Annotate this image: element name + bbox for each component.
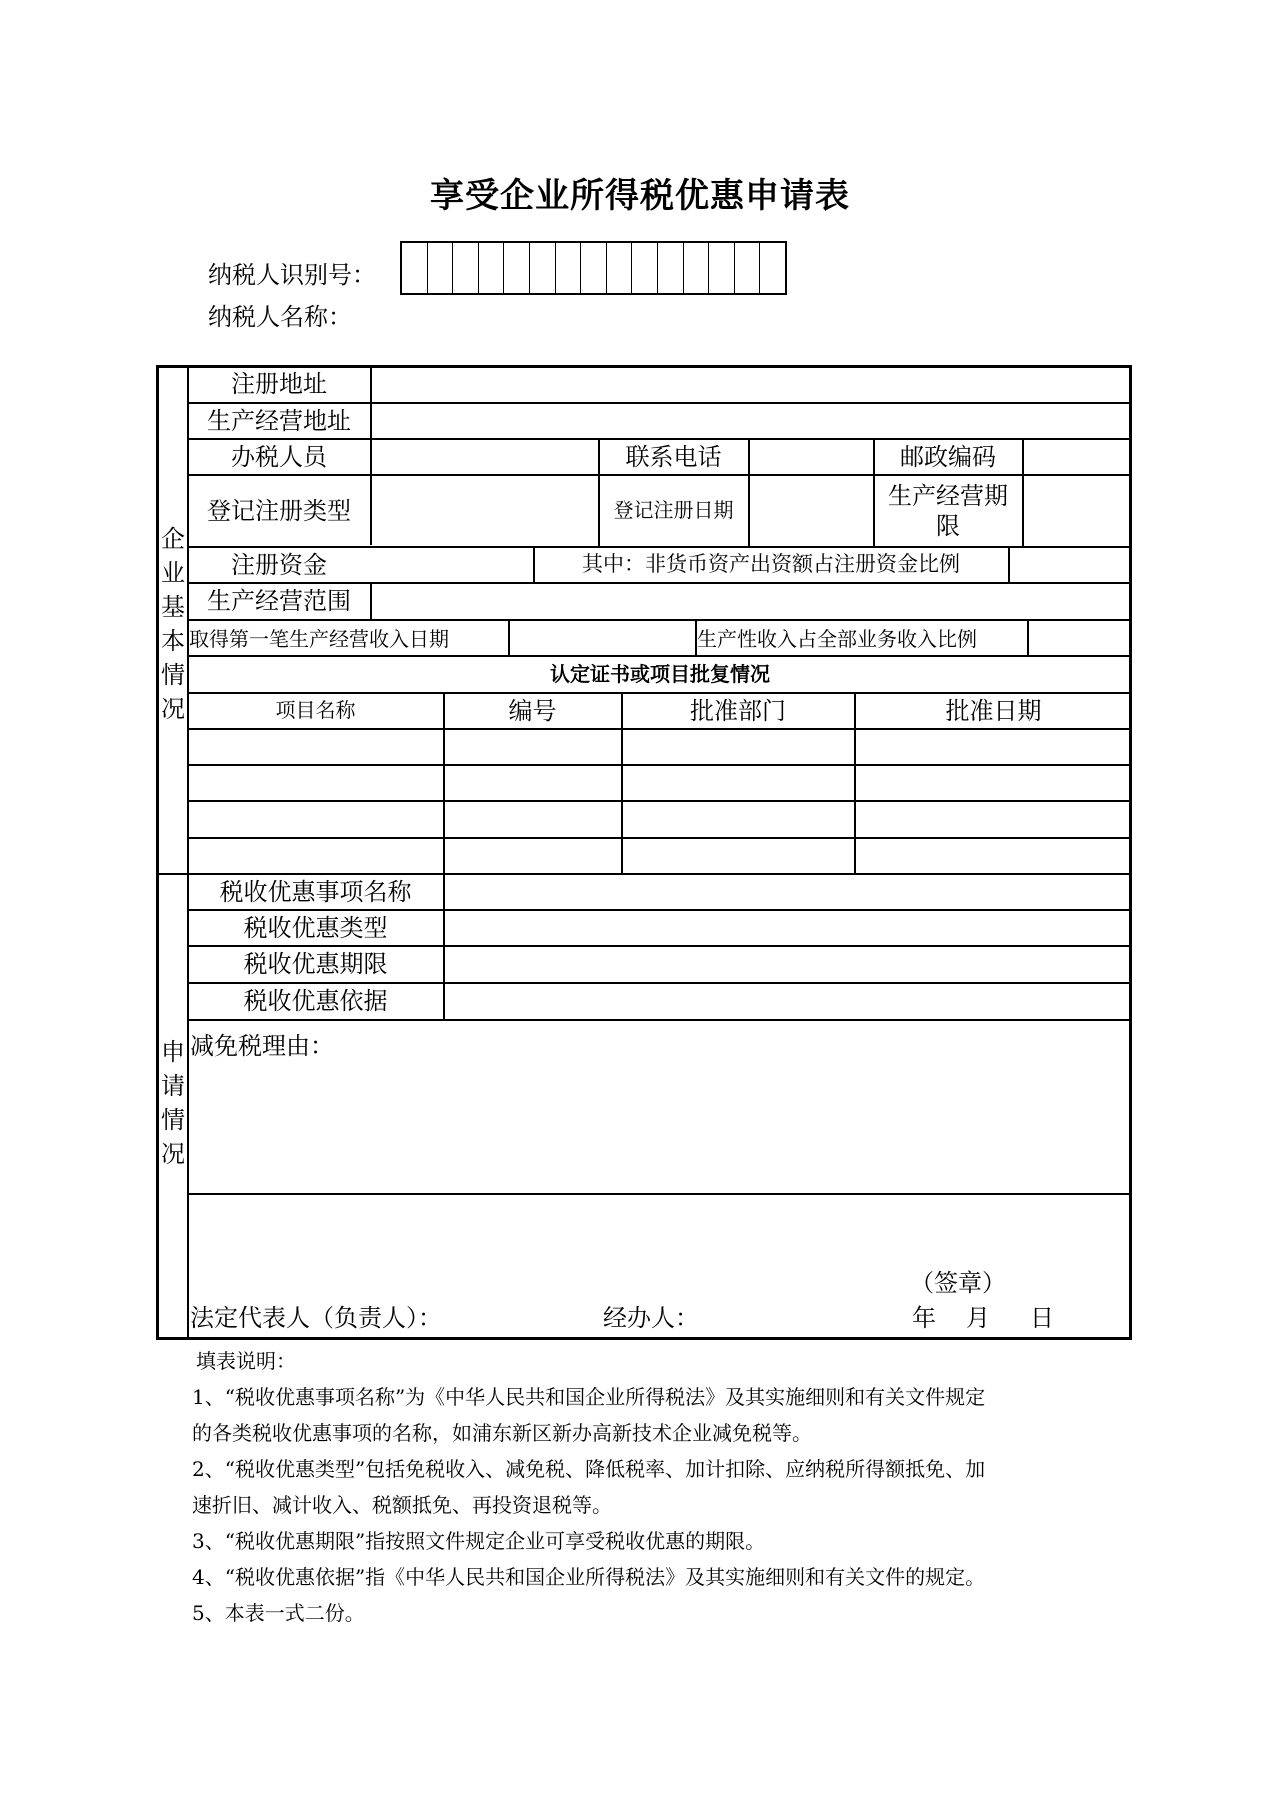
col-number: 编号	[508, 696, 557, 725]
col-approval-date: 批准日期	[945, 696, 1042, 725]
reg-type-label: 登记注册类型	[207, 496, 351, 525]
form-title: 享受企业所得税优惠申请表	[430, 176, 850, 216]
reg-address-label: 注册地址	[231, 370, 327, 398]
cert-header: 认定证书或项目批复情况	[550, 661, 770, 686]
taxpayer-name-label: 纳税人名称：	[208, 303, 352, 331]
tax-basis-label: 税收优惠依据	[243, 987, 388, 1015]
tax-item-name-label: 税收优惠事项名称	[219, 877, 412, 906]
handler-label: 经办人：	[603, 1304, 699, 1332]
col-project-name: 项目名称	[275, 698, 356, 722]
fill-instructions	[192, 1343, 1112, 1631]
taxpayer-id-boxes[interactable]	[400, 241, 787, 295]
tax-officer-label: 办税人员	[231, 442, 327, 471]
prod-address-label: 生产经营地址	[207, 406, 351, 435]
col-approval-dept: 批准部门	[690, 696, 786, 725]
tax-type-label: 税收优惠类型	[243, 913, 388, 942]
postal-label: 邮政编码	[900, 442, 996, 471]
non-cash-ratio-label: 其中：非货币资产出资额占注册资金比例	[582, 552, 960, 577]
taxpayer-id-label: 纳税人识别号：	[208, 261, 376, 289]
reg-date-label: 登记注册日期	[613, 498, 734, 522]
note-2a: 2、“税收优惠类型”包括免税收入、减免税、降低税率、加计扣除、应纳税所得额抵免、加	[192, 1457, 986, 1481]
note-1b: 的各类税收优惠事项的名称，如浦东新区新办高新技术企业减免税等。	[192, 1421, 812, 1445]
month-label: 月	[966, 1304, 990, 1332]
note-2b: 速折旧、减计收入、税额抵免、再投资退税等。	[192, 1493, 612, 1517]
prod-scope-label: 生产经营范围	[207, 587, 351, 615]
prod-income-ratio-label: 生产性收入占全部业务收入比例	[697, 627, 977, 651]
notes-heading: 填表说明：	[196, 1349, 296, 1373]
section-basic-label: 企 业 基 本 情 况	[161, 525, 185, 723]
note-5: 5、本表一式二份。	[192, 1601, 365, 1625]
prod-period-label: 生产经营期限	[888, 481, 1008, 540]
note-3: 3、“税收优惠期限”指按照文件规定企业可享受税收优惠的期限。	[192, 1529, 766, 1553]
legal-rep-label: 法定代表人（负责人）：	[190, 1304, 442, 1332]
reason-label: 减免税理由：	[190, 1032, 334, 1060]
note-1a: 1、“税收优惠事项名称”为《中华人民共和国企业所得税法》及其实施细则和有关文件规定	[192, 1385, 986, 1409]
section-apply-label: 申 请 情 况	[161, 1038, 185, 1168]
seal-label: （签章）	[910, 1269, 1006, 1297]
note-4: 4、“税收优惠依据”指《中华人民共和国企业所得税法》及其实施细则和有关文件的规定。	[192, 1565, 986, 1589]
reg-capital-label: 注册资金	[231, 550, 327, 579]
phone-label: 联系电话	[625, 442, 722, 471]
tax-period-label: 税收优惠期限	[243, 950, 388, 978]
first-income-date-label: 取得第一笔生产经营收入日期	[189, 627, 449, 651]
day-label: 日	[1030, 1304, 1054, 1332]
year-label: 年	[912, 1304, 936, 1332]
